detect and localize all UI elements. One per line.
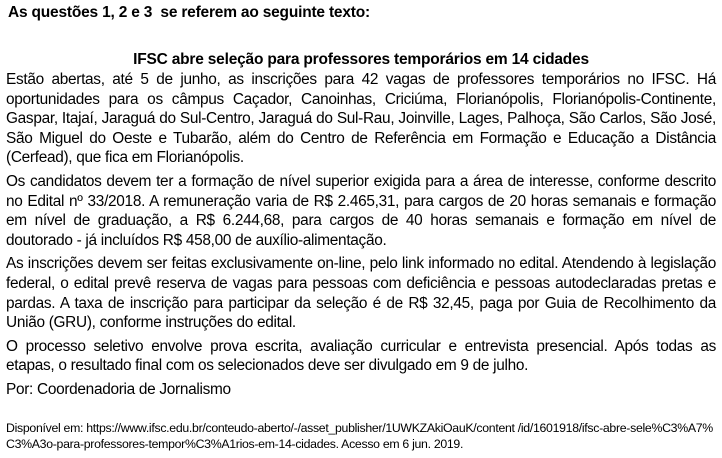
article-body — [6, 70, 716, 404]
source-citation: Disponível em: https://www.ifsc.edu.br/conteudo-aberto/-/asset_publisher/1UWKZAkiOauK/content /id/1601918/ifsc-abre-sele%C3%A7%C3%A3o-para-professores-tempor%C3%A1rios-em-14-cidades. Acesso em 6 jun. 2019. — [6, 421, 713, 451]
article-paragraph: O processo seletivo envolve prova escrita, avaliação curricular e entrevista presencial. Após todas as etapas, o resultado final com os selecionados deve ser divulgado em 9 de julho. — [6, 337, 716, 375]
article-paragraph: Estão abertas, até 5 de junho, as inscrições para 42 vagas de professores temporários no IFSC. Há oportunidades para os câmpus Caçador, Canoinhas, Criciúma, Florianópolis, Florianópolis-Continente, Gaspar, Itajaí, Jaraguá do Sul-Centro, Jaraguá do Sul-Rau, Joinville, Lages, Palhoça, São Carlos, São José, São Miguel do Oeste e Tubarão, além do Centro de Referência em Formação e Educação a Distância (Cerfead), que fica em Florianópolis. — [6, 71, 716, 167]
article-byline: Por: Coordenadoria de Jornalismo — [6, 380, 231, 398]
article-paragraph: As inscrições devem ser feitas exclusivamente on-line, pelo link informado no edital. Atendendo à legislação federal, o edital prevê reserva de vagas para pessoas com deficiência e pessoas autodeclaradas pretas e pardas. A taxa de inscrição para participar da seleção é de R$ 32,45, paga por Guia de Recolhimento da União (GRU), conforme instruções do edital. — [6, 255, 716, 332]
article-title: IFSC abre seleção para professores temporários em 14 cidades — [133, 51, 589, 68]
questions-intro: As questões 1, 2 e 3 se referem ao seguinte texto: — [8, 4, 370, 21]
article-paragraph: Os candidatos devem ter a formação de nível superior exigida para a área de interesse, conforme descrito no Edital nº 33/2018. A remuneração varia de R$ 2.465,31, para cargos de 20 horas semanais e formação em nível de graduação, a R$ 6.244,68, para cargos de 40 horas semanais e formação em nível de doutorado - já incluídos R$ 458,00 de auxílio-alimentação. — [6, 172, 716, 249]
